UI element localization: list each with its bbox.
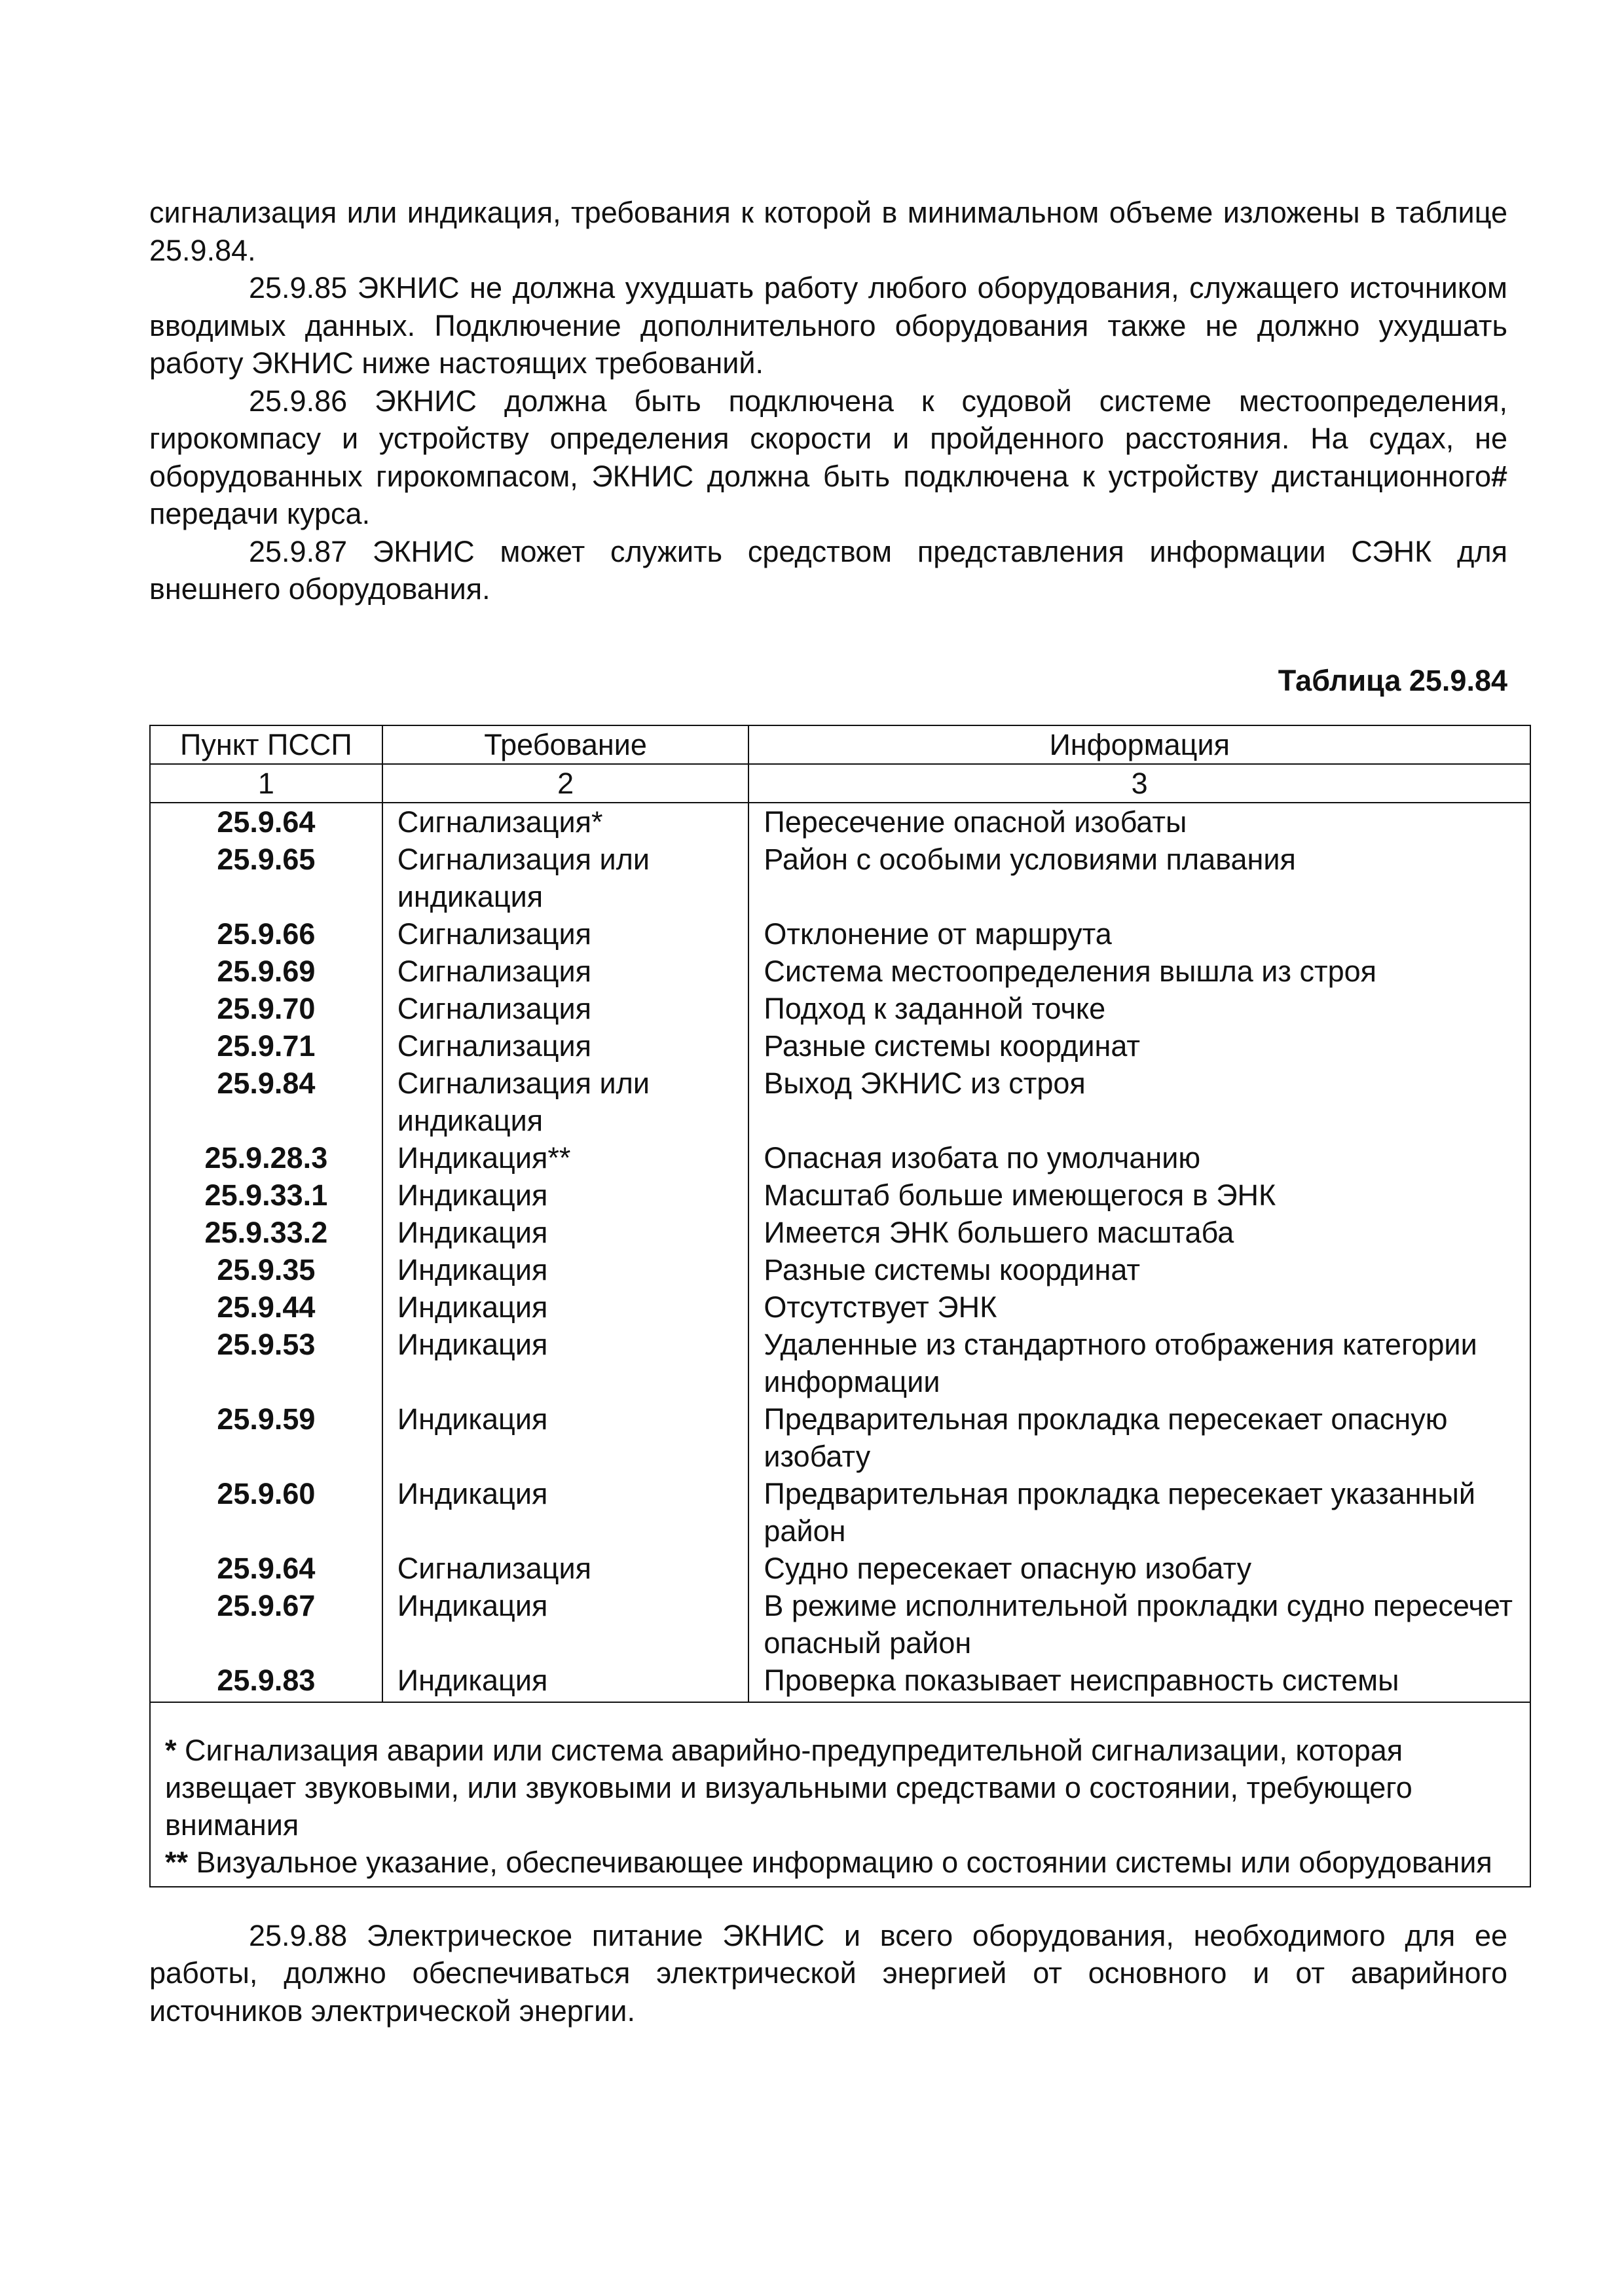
row-info: Разные системы координат [748, 1251, 1530, 1288]
table-row [150, 915, 1530, 953]
row-info: Опасная изобата по умолчанию [748, 1139, 1530, 1176]
row-info: Проверка показывает неисправность системы [748, 1662, 1530, 1702]
column-number: 3 [748, 764, 1530, 803]
row-code: 25.9.83 [150, 1662, 382, 1702]
row-requirement: Индикация [382, 1662, 749, 1702]
row-code: 25.9.53 [150, 1326, 382, 1400]
row-requirement: Сигнализация* [382, 803, 749, 841]
table-row [150, 953, 1530, 990]
row-info: Выход ЭКНИС из строя [748, 1065, 1530, 1139]
footnote-marker: * [165, 1733, 177, 1767]
paragraph-25-9-85: 25.9.85 ЭКНИС не должна ухудшать работу любого оборудования, служащего источником вводимых данных. Подключение дополнительного оборудования также не должно ухудшать работу ЭКНИС ниже настоящих требований. [149, 271, 1507, 380]
row-requirement: Сигнализация [382, 1027, 749, 1065]
footnote-marker: ** [165, 1845, 189, 1879]
row-code: 25.9.59 [150, 1400, 382, 1475]
paragraph-25-9-88: 25.9.88 Электрическое питание ЭКНИС и всего оборудования, необходимого для ее работы, должно обеспечиваться электрической энергией от основного и от аварийного источников электрической энергии. [149, 1918, 1507, 2028]
row-info: Система местоопределения вышла из строя [748, 953, 1530, 990]
table-row [150, 803, 1530, 841]
table-row [150, 1214, 1530, 1251]
table-row [150, 841, 1530, 915]
column-number: 1 [150, 764, 382, 803]
row-info: Пересечение опасной изобаты [748, 803, 1530, 841]
row-code: 25.9.35 [150, 1251, 382, 1288]
row-info: Имеется ЭНК большего масштаба [748, 1214, 1530, 1251]
row-requirement: Сигнализация или индикация [382, 841, 749, 915]
row-requirement: Индикация [382, 1587, 749, 1662]
row-code: 25.9.70 [150, 990, 382, 1027]
row-code: 25.9.44 [150, 1288, 382, 1326]
table-row [150, 1065, 1530, 1139]
row-code: 25.9.71 [150, 1027, 382, 1065]
row-requirement: Сигнализация [382, 915, 749, 953]
header-requirement: Требование [382, 725, 749, 764]
row-requirement: Сигнализация [382, 1550, 749, 1587]
row-code: 25.9.84 [150, 1065, 382, 1139]
header-information: Информация [748, 725, 1530, 764]
paragraph-25-9-87: 25.9.87 ЭКНИС может служить средством представления информации СЭНК для внешнего оборудования. [149, 534, 1507, 606]
row-info: Масштаб больше имеющегося в ЭНК [748, 1176, 1530, 1214]
row-code: 25.9.67 [150, 1587, 382, 1662]
table-row [150, 990, 1530, 1027]
footnote [165, 1732, 1515, 1844]
table-row [150, 1176, 1530, 1214]
row-code: 25.9.64 [150, 1550, 382, 1587]
row-requirement: Индикация [382, 1214, 749, 1251]
row-code: 25.9.64 [150, 803, 382, 841]
footnote [165, 1844, 1515, 1881]
footnote-text: Сигнализация аварии или система аварийно-предупредительной сигнализации, которая извещает звуковыми, или звуковыми и визуальными средствами о состоянии, требующего внимания [165, 1733, 1412, 1842]
row-code: 25.9.33.1 [150, 1176, 382, 1214]
table-row [150, 1139, 1530, 1176]
row-requirement: Индикация [382, 1176, 749, 1214]
row-requirement: Индикация [382, 1475, 749, 1550]
table-row [150, 1400, 1530, 1475]
row-code: 25.9.69 [150, 953, 382, 990]
header-punkt: Пункт ПССП [150, 725, 382, 764]
row-requirement: Индикация [382, 1251, 749, 1288]
table-row [150, 1550, 1530, 1587]
row-code: 25.9.33.2 [150, 1214, 382, 1251]
row-code: 25.9.28.3 [150, 1139, 382, 1176]
row-info: Подход к заданной точке [748, 990, 1530, 1027]
row-info: Район с особыми условиями плавания [748, 841, 1530, 915]
row-requirement: Индикация [382, 1400, 749, 1475]
row-info: В режиме исполнительной прокладки судно пересечет опасный район [748, 1587, 1530, 1662]
row-info: Предварительная прокладка пересекает указанный район [748, 1475, 1530, 1550]
paragraph-25-9-86-text-b: передачи курса. [149, 497, 371, 530]
table-row [150, 1326, 1530, 1400]
table-row [150, 1662, 1530, 1702]
row-code: 25.9.60 [150, 1475, 382, 1550]
table-row [150, 1251, 1530, 1288]
row-code: 25.9.66 [150, 915, 382, 953]
hash-mark: # [1490, 459, 1507, 493]
document-page [149, 194, 1513, 2030]
table-row [150, 1587, 1530, 1662]
paragraph-25-9-86-text-a: 25.9.86 ЭКНИС должна быть подключена к судовой системе местоопределения, гирокомпасу и устройству определения скорости и пройденного расстояния. На судах, не оборудованных гирокомпасом, ЭКНИС должна быть подключена к устройству дистанционного [149, 384, 1507, 493]
row-info: Разные системы координат [748, 1027, 1530, 1065]
paragraph-25-9-86 [149, 382, 1507, 533]
row-requirement: Сигнализация [382, 953, 749, 990]
row-code: 25.9.65 [150, 841, 382, 915]
footnote-text: Визуальное указание, обеспечивающее информацию о состоянии системы или оборудования [188, 1845, 1492, 1879]
column-number: 2 [382, 764, 749, 803]
row-requirement: Индикация [382, 1326, 749, 1400]
row-info: Отклонение от маршрута [748, 915, 1530, 953]
table-row [150, 1288, 1530, 1326]
requirements-table [149, 725, 1531, 1887]
table-row [150, 1475, 1530, 1550]
table-notes-row [150, 1702, 1530, 1887]
table-caption: Таблица 25.9.84 [1278, 663, 1507, 697]
row-requirement: Индикация** [382, 1139, 749, 1176]
row-requirement: Индикация [382, 1288, 749, 1326]
row-info: Предварительная прокладка пересекает опасную изобату [748, 1400, 1530, 1475]
paragraph-continuation: сигнализация или индикация, требования к которой в минимальном объеме изложены в таблице 25.9.84. [149, 196, 1507, 267]
table-footnotes [150, 1702, 1530, 1887]
row-info: Удаленные из стандартного отображения категории информации [748, 1326, 1530, 1400]
column-number-row [150, 764, 1530, 803]
row-info: Отсутствует ЭНК [748, 1288, 1530, 1326]
row-info: Судно пересекает опасную изобату [748, 1550, 1530, 1587]
table-row [150, 1027, 1530, 1065]
row-requirement: Сигнализация [382, 990, 749, 1027]
table-header-row [150, 725, 1530, 764]
row-requirement: Сигнализация или индикация [382, 1065, 749, 1139]
